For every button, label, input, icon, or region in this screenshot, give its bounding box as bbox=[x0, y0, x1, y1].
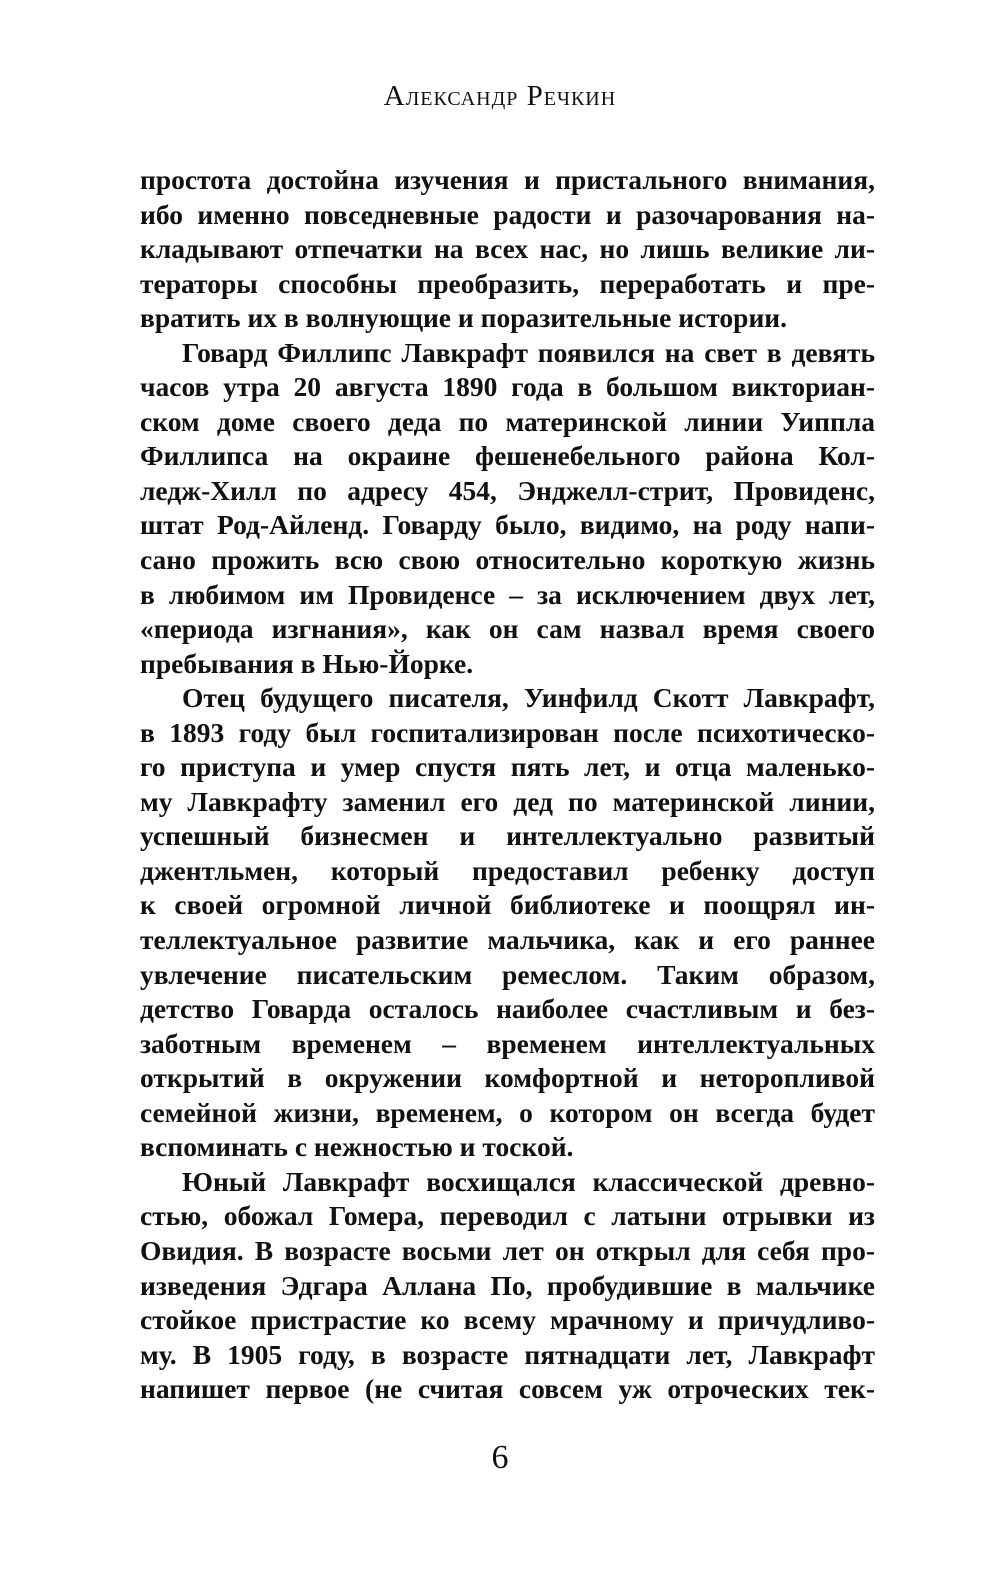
text-line: вратить их в волнующие и поразительные истории. bbox=[140, 302, 788, 334]
text-line: стойкое пристрастие ко всему мрачному и причудливо- bbox=[140, 1304, 875, 1336]
text-line: тераторы способны преобразить, переработать и пре- bbox=[140, 267, 875, 299]
paragraph-4 bbox=[140, 1165, 875, 1407]
text-line: джентльмен, который предоставил ребенку доступ bbox=[140, 854, 875, 886]
text-line: Говард Филлипс Лавкрафт появился на свет в девять bbox=[182, 336, 875, 368]
text-line: семейной жизни, временем, о котором он всегда будет bbox=[140, 1096, 875, 1128]
text-line: открытий в окружении комфортной и неторопливой bbox=[140, 1062, 875, 1094]
text-line: Отец будущего писателя, Уинфилд Скотт Лавкрафт, bbox=[182, 682, 875, 714]
page-number: 6 bbox=[491, 1439, 509, 1476]
text-line: детство Говарда осталось наиболее счастливым и без- bbox=[140, 993, 875, 1025]
text-line: го приступа и умер спустя пять лет, и отца маленько- bbox=[140, 751, 875, 783]
text-line: вспоминать с нежностью и тоской. bbox=[140, 1131, 574, 1163]
paragraph-1 bbox=[140, 163, 875, 336]
text-line: Юный Лавкрафт восхищался классической древно- bbox=[182, 1165, 875, 1197]
text-line: ском доме своего деда по материнской линии Уиппла bbox=[140, 405, 875, 437]
text-line: кладывают отпечатки на всех нас, но лишь великие ли- bbox=[140, 233, 875, 265]
text-line: изведения Эдгара Аллана По, пробудившие в мальчике bbox=[140, 1269, 875, 1301]
text-line: увлечение писательским ремеслом. Таким образом, bbox=[140, 958, 875, 990]
paragraph-2 bbox=[140, 336, 875, 681]
text-line: стью, обожал Гомера, переводил с латыни отрывки из bbox=[140, 1200, 875, 1232]
text-line: в любимом им Провиденсе – за исключением двух лет, bbox=[140, 578, 875, 610]
text-line: штат Род-Айленд. Говарду было, видимо, на роду напи- bbox=[140, 509, 875, 541]
text-line: успешный бизнесмен и интеллектуально развитый bbox=[140, 820, 875, 852]
text-line: Овидия. В возрасте восьми лет он открыл для себя про- bbox=[140, 1234, 875, 1266]
paragraph-3 bbox=[140, 681, 875, 1165]
text-body bbox=[140, 163, 875, 1407]
text-line: простота достойна изучения и пристального внимания, bbox=[140, 164, 875, 195]
text-line: напишет первое (не считая совсем уж отроческих тек- bbox=[140, 1373, 875, 1405]
text-line: пребывания в Нью-Йорке. bbox=[140, 647, 474, 679]
text-line: ибо именно повседневные радости и разочарования на- bbox=[140, 198, 875, 230]
text-line: в 1893 году был госпитализирован после психотическо- bbox=[140, 716, 875, 748]
text-line: му Лавкрафту заменил его дед по материнской линии, bbox=[140, 785, 875, 817]
text-line: заботным временем – временем интеллектуальных bbox=[140, 1027, 875, 1059]
text-line: «периода изгнания», как он сам назвал время своего bbox=[140, 613, 875, 645]
text-line: часов утра 20 августа 1890 года в большом викториан- bbox=[140, 371, 875, 403]
running-header-author: Александр Речкин bbox=[383, 80, 617, 112]
text-line: теллектуальное развитие мальчика, как и его раннее bbox=[140, 924, 875, 956]
text-line: му. В 1905 году, в возрасте пятнадцати лет, Лавкрафт bbox=[140, 1338, 875, 1370]
text-line: к своей огромной личной библиотеке и поощрял ин- bbox=[140, 889, 875, 921]
text-line: ледж-Хилл по адресу 454, Энджелл-стрит, Провиденс, bbox=[140, 474, 875, 506]
text-line: сано прожить всю свою относительно короткую жизнь bbox=[140, 544, 875, 576]
text-line: Филлипса на окраине фешенебельного района Кол- bbox=[140, 440, 875, 472]
